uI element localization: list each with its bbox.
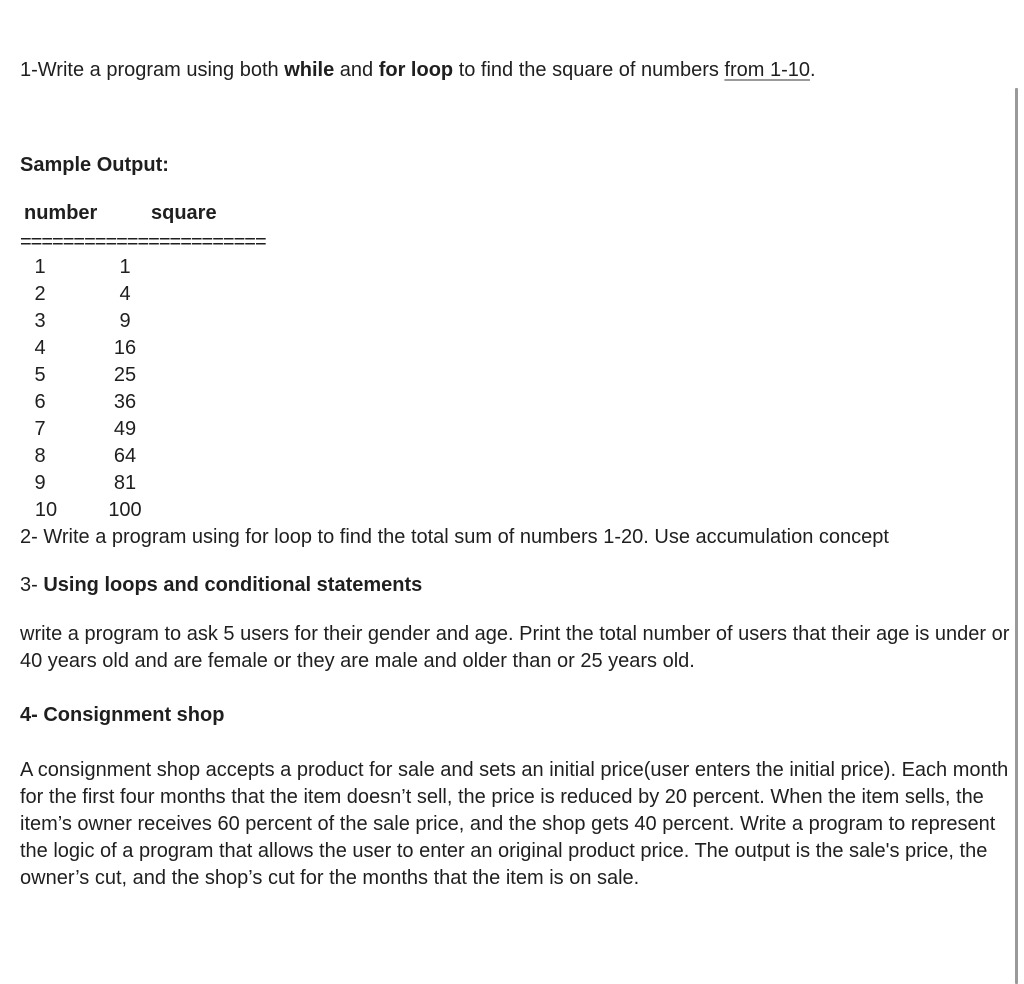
cell-number: 10 xyxy=(34,499,58,521)
table-row xyxy=(0,254,300,281)
question-2: 2- Write a program using for loop to find the total sum of numbers 1-20. Use accumulation concept xyxy=(20,526,889,548)
table-header-square xyxy=(151,200,217,227)
column-header-square: square xyxy=(151,202,217,224)
q1-end: . xyxy=(810,59,816,81)
question-4-body: A consignment shop accepts a product for sale and sets an initial price(user enters the initial price). Each month for the first four months that the item doesn’t sell, the price is reduced by 20 percent. When the item sells, the item’s owner receives 60 percent of the sale price, and the shop gets 40 percent. Write a program to represent the logic of a program that allows the user to enter an original product price. The output is the sale's price, the owner’s cut, and the shop’s cut for the months that the item is on sale. xyxy=(20,759,1009,889)
table-row xyxy=(0,335,300,362)
cell-square: 1 xyxy=(119,256,131,278)
table-row xyxy=(0,416,300,443)
table-separator: ======================= xyxy=(20,231,266,253)
cell-number: 8 xyxy=(34,445,46,467)
table-header xyxy=(24,200,97,227)
cell-number: 1 xyxy=(34,256,46,278)
cell-number: 7 xyxy=(34,418,46,440)
cell-square: 100 xyxy=(108,499,142,521)
cell-number: 4 xyxy=(34,337,46,359)
cell-square: 64 xyxy=(113,445,137,467)
q1-prefix: 1-Write a program using both xyxy=(20,59,285,81)
question-3-heading xyxy=(20,572,422,599)
cell-square: 4 xyxy=(119,283,131,305)
q1-and: and xyxy=(334,59,379,81)
q1-for-loop-keyword: for loop xyxy=(378,59,454,81)
column-header-number: number xyxy=(24,202,98,224)
vertical-scrollbar[interactable] xyxy=(1015,88,1018,984)
q3-prefix: 3- xyxy=(20,574,44,596)
cell-square: 36 xyxy=(113,391,137,413)
cell-number: 3 xyxy=(34,310,46,332)
q1-range: from 1-10 xyxy=(724,59,811,81)
table-row xyxy=(0,281,300,308)
table-row xyxy=(0,443,300,470)
table-row xyxy=(0,362,300,389)
question-1 xyxy=(20,57,816,84)
table-row xyxy=(0,497,300,524)
q1-middle: to find the square of numbers xyxy=(453,59,725,81)
cell-number: 5 xyxy=(34,364,46,386)
question-3-body: write a program to ask 5 users for their gender and age. Print the total number of users that their age is under or 40 years old and are female or they are male and older than or 25 years old. xyxy=(20,623,1010,672)
cell-square: 81 xyxy=(113,472,137,494)
sample-output-label: Sample Output: xyxy=(20,154,169,176)
cell-number: 6 xyxy=(34,391,46,413)
table-row xyxy=(0,389,300,416)
q1-while-keyword: while xyxy=(284,59,335,81)
cell-square: 16 xyxy=(113,337,137,359)
cell-number: 2 xyxy=(34,283,46,305)
table-row xyxy=(0,470,300,497)
table-row xyxy=(0,308,300,335)
question-4-heading: 4- Consignment shop xyxy=(20,704,225,726)
q3-title: Using loops and conditional statements xyxy=(43,574,423,596)
cell-square: 25 xyxy=(113,364,137,386)
cell-square: 9 xyxy=(119,310,131,332)
cell-square: 49 xyxy=(113,418,137,440)
cell-number: 9 xyxy=(34,472,46,494)
